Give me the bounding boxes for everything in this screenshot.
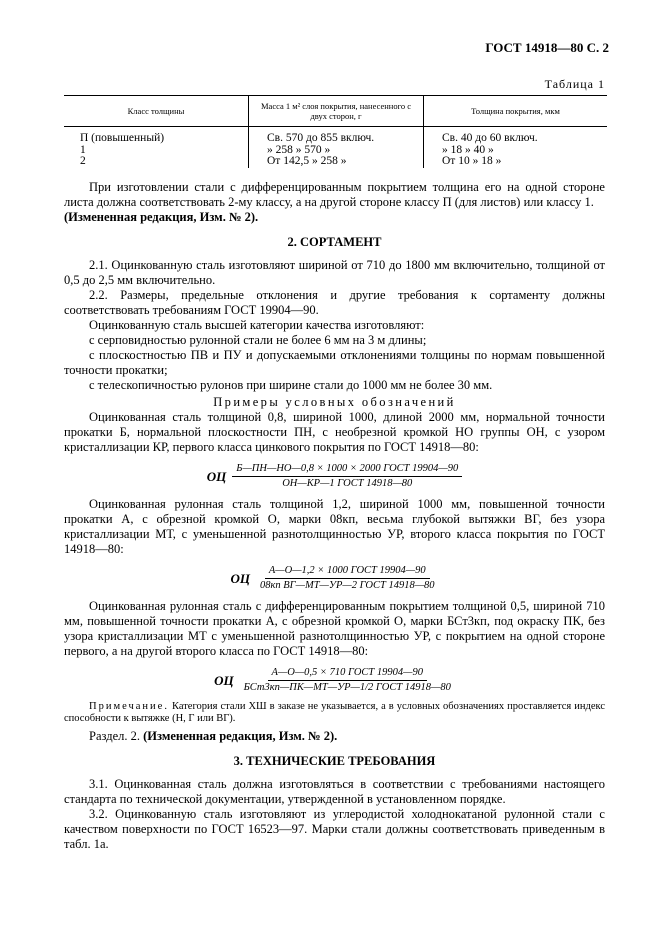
table-caption: Таблица 1 <box>544 77 605 91</box>
designation-label: ОЦ <box>206 469 227 484</box>
table-cell: Св. 40 до 60 включ. <box>424 127 608 145</box>
table-cell: 2 <box>80 155 86 167</box>
table-cell: 1 <box>80 143 86 156</box>
designation-numerator: Б—ПН—НО—0,8 × 1000 × 2000 ГОСТ 19904—90 <box>232 463 462 477</box>
designation-fraction <box>256 565 439 592</box>
designation-denominator: ОН—КР—1 ГОСТ 14918—80 <box>282 478 413 489</box>
razdel-edit-note: (Измененная редакция, Изм. № 2). <box>143 729 338 743</box>
designation-fraction <box>240 667 455 694</box>
paragraph-3-1: 3.1. Оцинкованная сталь должна изготовляться в соответствии с требованиями настоящего стандарта по технической документации, утвержденной в установленном порядке. <box>64 777 605 806</box>
paragraph-2-5: с плоскостностью ПВ и ПУ и допускаемыми отклонениями толщины по нормам повышенной точности прокатки; <box>64 348 605 377</box>
example-1-designation <box>64 463 605 490</box>
designation-numerator: А—О—1,2 × 1000 ГОСТ 19904—90 <box>265 565 430 579</box>
table-cell: П (повышенный) <box>80 132 165 144</box>
table-cell: » 18 » 40 » <box>424 145 608 157</box>
paragraph-3-2: 3.2. Оцинкованную сталь изготовляют из углеродистой холоднокатаной рулонной стали с качеством поверхности по ГОСТ 16523—97. Марки стали должны соответствовать приведенным в табл. 1а. <box>64 807 605 851</box>
note-label: Примечание. <box>89 701 169 712</box>
designation-label: ОЦ <box>214 673 234 688</box>
examples-title: Примеры условных обозначений <box>213 395 456 409</box>
designation-fraction <box>232 463 462 490</box>
intro-paragraph <box>64 180 605 225</box>
table-cell: От 10 » 18 » <box>424 156 608 168</box>
example-3-designation <box>64 667 605 694</box>
section-2-title: 2. СОРТАМЕНТ <box>287 235 382 249</box>
designation-denominator: 08кп ВГ—МТ—УР—2 ГОСТ 14918—80 <box>259 580 435 591</box>
table-row <box>64 127 607 145</box>
table-header-row <box>64 96 607 127</box>
edit-note: (Измененная редакция, Изм. № 2). <box>64 210 259 224</box>
razdel-text: Раздел. 2. <box>89 729 140 743</box>
paragraph-2-2: 2.2. Размеры, предельные отклонения и другие требования к сортаменту должны соответствовать требованиям ГОСТ 19904—90. <box>64 288 605 317</box>
coating-class-table <box>64 95 607 168</box>
table-header-cell: Класс толщины <box>64 96 249 127</box>
intro-text: При изготовлении стали с дифференцированным покрытием толщина его на одной стороне листа должна соответствовать 2-му классу, а на другой стороне классу П (для листов) или классу 1. <box>64 180 605 209</box>
table-header-cell: Масса 1 м² слоя покрытия, нанесенного с двух сторон, г <box>249 96 424 127</box>
razdel-paragraph <box>64 729 605 744</box>
table-header-cell: Толщина покрытия, мкм <box>424 96 608 127</box>
table-row <box>64 156 607 168</box>
section-3-title: 3. ТЕХНИЧЕСКИЕ ТРЕБОВАНИЯ <box>233 754 436 768</box>
example-1-text: Оцинкованная сталь толщиной 0,8, шириной 1000, длиной 2000 мм, нормальной точности прокатки Б, нормальной плоскостности ПН, с необрезной кромкой НО группы ОН, с узором кристаллизации КР, первого класса цинкового покрытия по ГОСТ 14918—80: <box>64 410 605 454</box>
page-header: ГОСТ 14918—80 С. 2 <box>485 40 609 55</box>
paragraph-2-1: 2.1. Оцинкованную сталь изготовляют шириной от 710 до 1800 мм включительно, толщиной от 0,5 до 2,5 мм включительно. <box>64 258 605 287</box>
example-2-text: Оцинкованная рулонная сталь толщиной 1,2, шириной 1000 мм, повышенной точности прокатки А, с обрезной кромкой О, марки 08кп, весьма глубокой вытяжки ВГ, без узора кристаллизации МТ, с уменьшенной разнотолщинностью УР, второго класса покрытия по ГОСТ 14918—80: <box>64 497 605 556</box>
designation-numerator: А—О—0,5 × 710 ГОСТ 19904—90 <box>268 667 427 681</box>
note-text: Категория стали ХШ в заказе не указывается, а в условных обозначениях проставляется индекс способности к вытяжке (Н, Г или ВГ). <box>64 701 605 724</box>
paragraph-2-6: с телескопичностью рулонов при ширине стали до 1000 мм не более 30 мм. <box>89 378 493 392</box>
example-3-text: Оцинкованная рулонная сталь с дифференцированным покрытием толщиной 0,5, шириной 710 мм, повышенной точности прокатки А, с обрезной кромкой О, марки БСт3кп, под окраску ПК, без узора кристаллизации МТ с уменьшенной разнотолщинностью УР, с покрытием на одной стороне первого, а на другой второго класса по ГОСТ 14918—80: <box>64 599 605 658</box>
example-2-designation <box>64 565 605 592</box>
designation-denominator: БСт3кп—ПК—МТ—УР—1/2 ГОСТ 14918—80 <box>243 682 451 693</box>
paragraph-2-3: Оцинкованную сталь высшей категории качества изготовляют: <box>89 318 425 332</box>
paragraph-2-4: с серповидностью рулонной стали не более 6 мм на 3 м длины; <box>89 333 427 347</box>
note-paragraph <box>64 701 605 725</box>
document-body <box>64 180 605 852</box>
table-cell: От 142,5 » 258 » <box>249 156 424 168</box>
table-cell: » 258 » 570 » <box>249 145 424 157</box>
table-cell: Св. 570 до 855 включ. <box>249 127 424 145</box>
designation-label: ОЦ <box>230 571 250 586</box>
